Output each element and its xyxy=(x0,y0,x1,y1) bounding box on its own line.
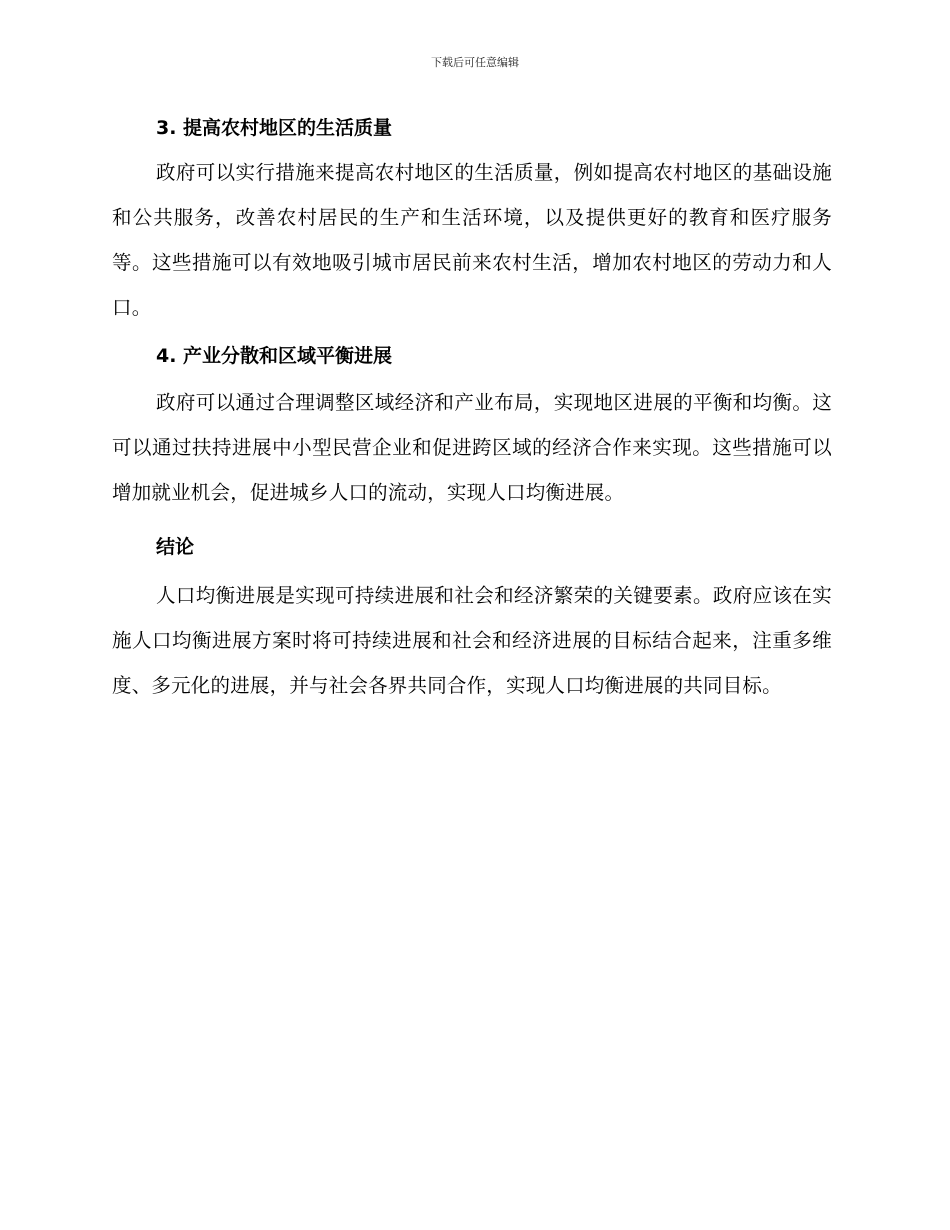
document-body xyxy=(112,112,832,708)
section-paragraph-rural-quality: 政府可以实行措施来提高农村地区的生活质量，例如提高农村地区的基础设施和公共服务，改善农村居民的生产和生活环境，以及提供更好的教育和医疗服务等。这些措施可以有效地吸引城市居民前来农村生活，增加农村地区的劳动力和人口。 xyxy=(112,161,832,319)
header-note: 下载后可任意编辑 xyxy=(431,56,519,69)
section-heading-conclusion: 结论 xyxy=(156,536,195,558)
section-heading-rural-quality: 3. 提高农村地区的生活质量 xyxy=(156,117,393,139)
section-paragraph-industry-balance: 政府可以通过合理调整区域经济和产业布局，实现地区进展的平衡和均衡。这可以通过扶持进展中小型民营企业和促进跨区域的经济合作来实现。这些措施可以增加就业机会，促进城乡人口的流动，实现人口均衡进展。 xyxy=(112,391,832,504)
section-paragraph-conclusion: 人口均衡进展是实现可持续进展和社会和经济繁荣的关键要素。政府应该在实施人口均衡进展方案时将可持续进展和社会和经济进展的目标结合起来，注重多维度、多元化的进展，并与社会各界共同合作，实现人口均衡进展的共同目标。 xyxy=(112,584,832,697)
section-heading-industry-balance: 4. 产业分散和区域平衡进展 xyxy=(156,345,393,367)
